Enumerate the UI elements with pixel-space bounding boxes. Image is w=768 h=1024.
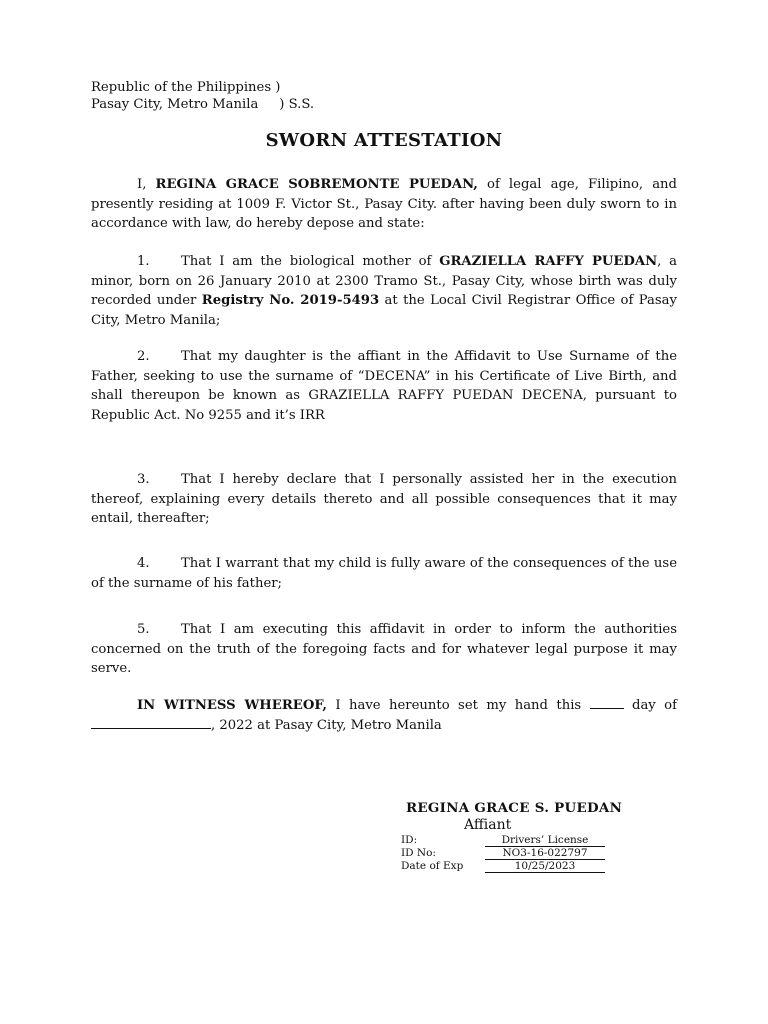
id-details — [401, 834, 611, 873]
signatory-name: REGINA GRACE S. PUEDAN — [406, 800, 623, 816]
day-blank-line — [590, 698, 624, 709]
venue-line-1: Republic of the Philippines ) — [91, 80, 281, 95]
id-expiry-value: 10/25/2023 — [485, 860, 605, 873]
id-type-label: ID: — [401, 834, 418, 846]
item-2-number: 2. — [137, 349, 150, 364]
item-1-text-e: at the Local Civil Registrar Office of Pasay City, Metro Manila; — [91, 293, 677, 328]
item-2-text: That my daughter is the affiant in the Affidavit to Use Surname of the Father, seeking to use the surname of “DECENA” in his Certificate of Live Birth, and shall thereupon be known as GRAZIELLA RAFFY PUEDAN DECENA, pursuant to Republic Act. No 9255 and it’s IRR — [91, 349, 677, 423]
witness-paragraph — [91, 696, 677, 735]
item-1-paragraph — [91, 252, 677, 330]
id-row — [401, 847, 611, 860]
item-1-child-name: GRAZIELLA RAFFY PUEDAN — [439, 254, 658, 269]
item-3-text: That I hereby declare that I personally assisted her in the execution thereof, explaining every details thereto and all possible consequences that it may entail, thereafter; — [91, 472, 677, 527]
id-row — [401, 860, 611, 873]
id-row — [401, 834, 611, 847]
item-2-paragraph — [91, 347, 677, 425]
id-expiry-label: Date of Exp — [401, 860, 464, 872]
intro-rest: of legal age, Filipino, and presently residing at 1009 F. Victor St., Pasay City. after having been duly sworn to in accordance with law, do hereby depose and state: — [91, 177, 677, 232]
item-1-text-c: , a minor, born on 26 January 2010 at 2300 Tramo St., Pasay City, whose birth was duly recorded under — [91, 254, 677, 309]
item-4-number: 4. — [137, 556, 150, 571]
intro-paragraph — [91, 175, 677, 234]
item-3-paragraph — [91, 470, 677, 529]
id-type-value: Drivers’ License — [485, 834, 605, 847]
affiant-full-name: REGINA GRACE SOBREMONTE PUEDAN, — [155, 177, 478, 192]
witness-text-b: day of — [623, 698, 677, 713]
item-1-registry: Registry No. 2019-5493 — [201, 293, 380, 309]
intro-lead: I, — [137, 177, 156, 192]
item-5-text: That I am executing this affidavit in order to inform the authorities concerned on the truth of the foregoing facts and for whatever legal purpose it may serve. — [91, 622, 677, 677]
item-3-number: 3. — [137, 472, 150, 487]
item-4-text: That I warrant that my child is fully aware of the consequences of the use of the surname of his father; — [91, 556, 677, 591]
id-number-label: ID No: — [401, 847, 436, 859]
item-4-paragraph — [91, 554, 677, 593]
venue-block — [91, 79, 314, 113]
item-1-number: 1. — [137, 254, 150, 269]
witness-text-c: , 2022 at Pasay City, Metro Manila — [211, 717, 442, 733]
witness-heading: IN WITNESS WHEREOF, — [137, 698, 327, 713]
item-1-text-a: That I am the biological mother of — [181, 254, 440, 269]
venue-line-2: Pasay City, Metro Manila ) S.S. — [91, 97, 315, 112]
document-title: SWORN ATTESTATION — [265, 130, 503, 151]
signatory-role: Affiant — [464, 817, 512, 833]
witness-text-a: I have hereunto set my hand this — [326, 698, 590, 713]
month-blank-line — [91, 718, 211, 729]
id-number-value: NO3-16-022797 — [485, 847, 605, 860]
item-5-paragraph — [91, 620, 677, 679]
item-5-number: 5. — [137, 622, 150, 637]
